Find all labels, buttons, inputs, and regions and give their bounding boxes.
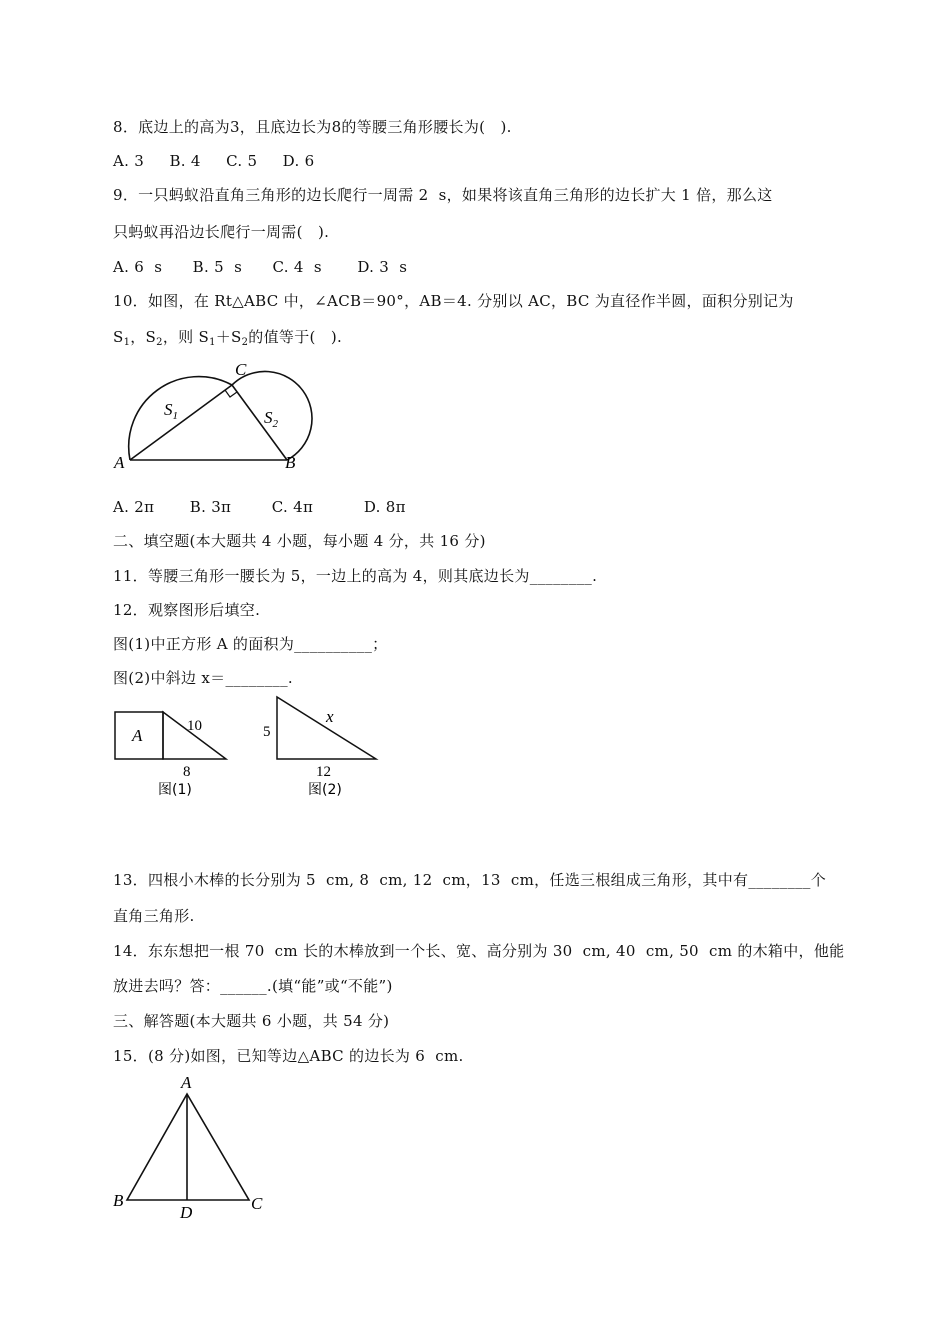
- q8-stem: 8．底边上的高为3，且底边长为8的等腰三角形腰长为( ).: [113, 118, 512, 136]
- label-s1: $S_1$: [164, 400, 178, 422]
- q13-stem-line1: 13．四根小木棒的长分别为 5 cm, 8 cm, 12 cm，13 cm，任选三根组成三角形，其中有________个: [113, 871, 827, 889]
- label-a: A: [181, 1073, 192, 1092]
- q12-figure-2: [258, 690, 408, 800]
- q13-stem-line2: 直角三角形.: [113, 907, 195, 925]
- label-c: C: [251, 1194, 263, 1213]
- label-b: B: [285, 453, 296, 472]
- q10-stem-line1: 10．如图，在 Rt△ABC 中，∠ACB＝90°，AB＝4. 分别以 AC，BC 为直径作半圆，面积分别记为: [113, 292, 794, 310]
- label-leg-5: 5: [263, 724, 271, 740]
- side-ac: [130, 385, 232, 460]
- label-hyp-10: 10: [187, 718, 202, 734]
- q14-stem-line1: 14．东东想把一根 70 cm 长的木棒放到一个长、宽、高分别为 30 cm, 40 cm, 50 cm 的木箱中，他能: [113, 942, 845, 960]
- section2-heading: 二、填空题(本大题共 4 小题，每小题 4 分，共 16 分): [113, 532, 486, 550]
- label-hyp-x: x: [326, 707, 334, 726]
- label-s2: $S_2$: [264, 408, 278, 430]
- caption-fig1: 图(1): [158, 782, 192, 798]
- semicircle-ac: [129, 377, 232, 460]
- q15-stem: 15．(8 分)如图，已知等边△ABC 的边长为 6 cm.: [113, 1047, 464, 1065]
- q10-options: A. 2π B. 3π C. 4π D. 8π: [113, 498, 406, 516]
- q8-options: A. 3 B. 4 C. 5 D. 6: [113, 152, 315, 170]
- q12-stem-line1: 12．观察图形后填空.: [113, 601, 261, 619]
- side-cb: [232, 385, 287, 460]
- label-base-12: 12: [316, 764, 331, 780]
- q14-stem-line2: 放进去吗？答：______.(填“能”或“不能”): [113, 977, 393, 995]
- q10-figure: [110, 355, 310, 475]
- q9-stem-line1: 9．一只蚂蚁沿直角三角形的边长爬行一周需 2 s，如果将该直角三角形的边长扩大 1 倍，那么这: [113, 186, 773, 204]
- q12-stem-line2: 图(1)中正方形 A 的面积为__________；: [113, 635, 388, 653]
- q10-stem-line2: $S_1$，$S_2$，则 $S_1+S_2$的值等于( ).: [113, 328, 343, 348]
- q15-figure: [108, 1072, 278, 1222]
- label-square-a: A: [132, 726, 143, 745]
- q12-figure-1: [110, 700, 240, 800]
- q9-stem-line2: 只蚂蚁再沿边长爬行一周需( ).: [113, 223, 330, 241]
- caption-fig2: 图(2): [308, 782, 342, 798]
- q11-stem: 11．等腰三角形一腰长为 5，一边上的高为 4，则其底边长为________.: [113, 567, 598, 585]
- q9-options: A. 6 s B. 5 s C. 4 s D. 3 s: [113, 258, 408, 276]
- label-base-8: 8: [183, 764, 191, 780]
- label-d: D: [180, 1203, 193, 1222]
- triangle-abc: [127, 1094, 249, 1200]
- q12-stem-line3: 图(2)中斜边 x＝________.: [113, 669, 293, 687]
- label-c: C: [235, 360, 247, 379]
- label-a: A: [114, 453, 125, 472]
- section3-heading: 三、解答题(本大题共 6 小题，共 54 分): [113, 1012, 390, 1030]
- right-angle-mark: [225, 390, 237, 397]
- label-b: B: [113, 1191, 124, 1210]
